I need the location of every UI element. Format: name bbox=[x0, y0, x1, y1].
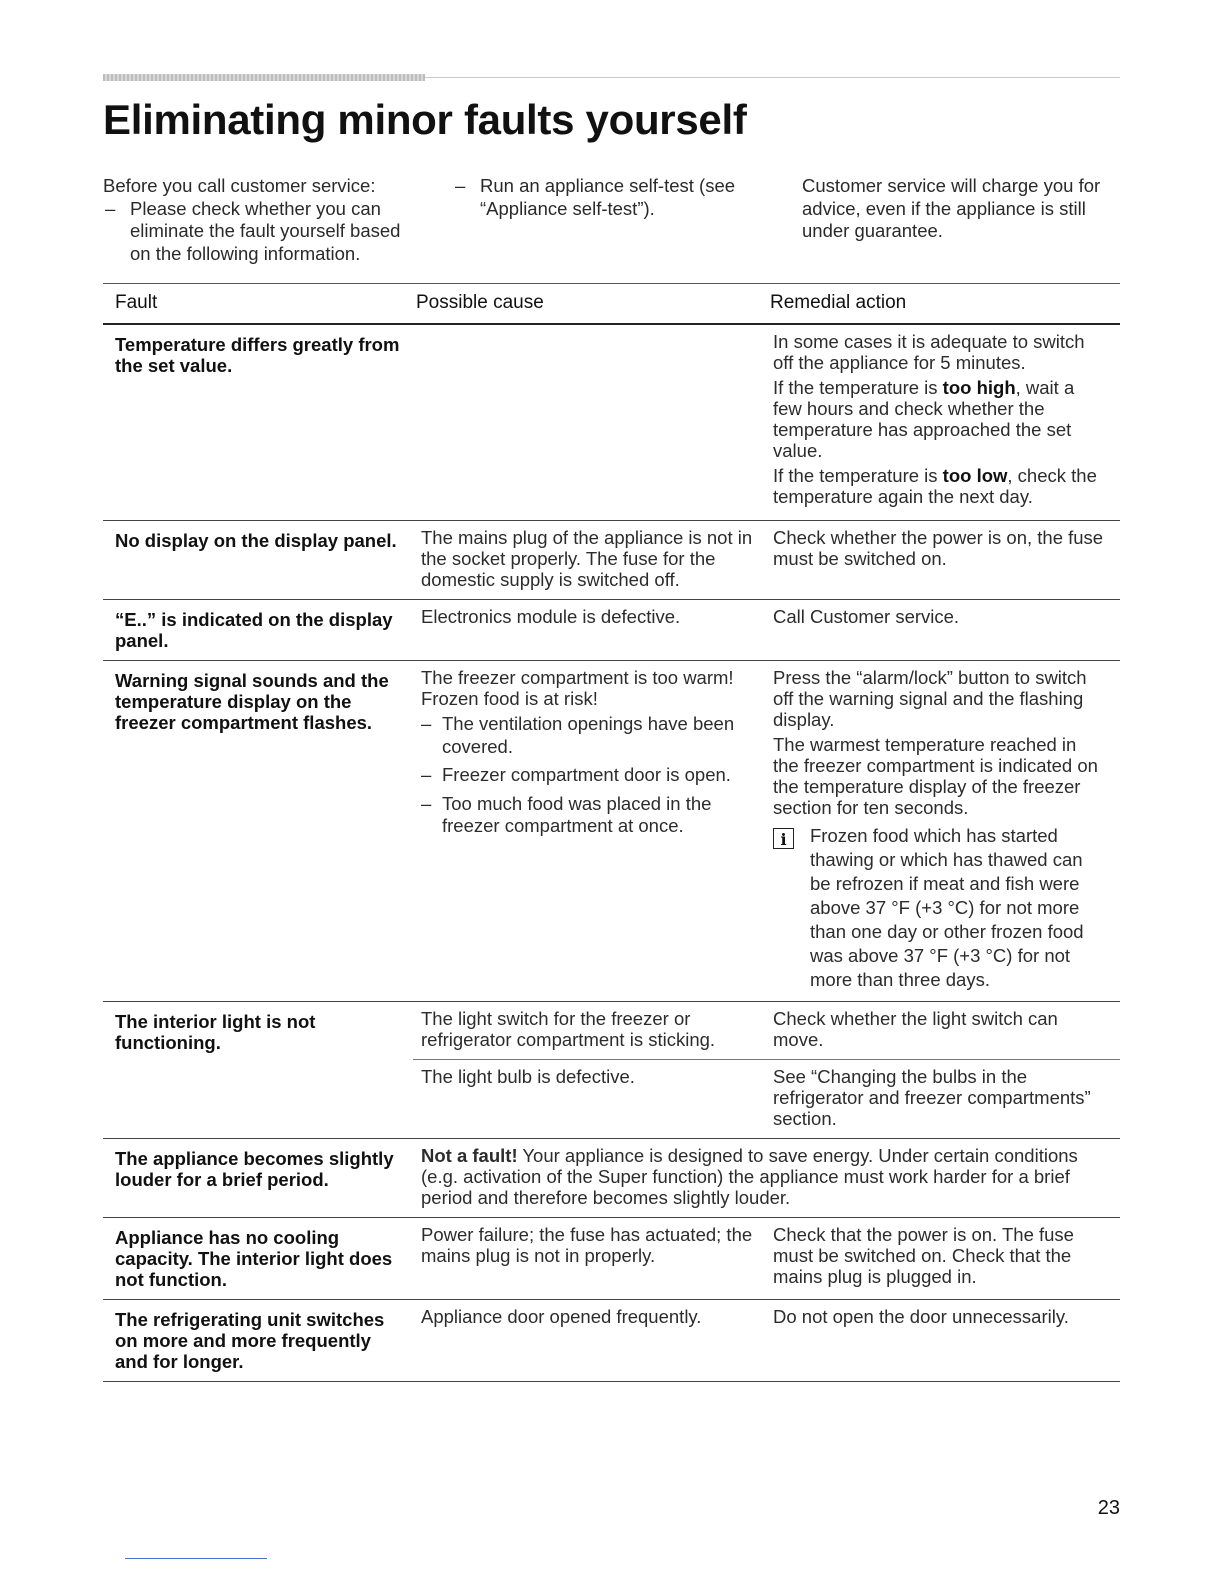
action-cell: Check whether the power is on, the fuse must be switched on. bbox=[765, 521, 1120, 600]
info-note-text: Frozen food which has started thawing or which has thawed can be refrozen if meat and fish were above 37 °F (+3 °C) for not more than one day or other frozen food was above 37 °F (+3 °C) for not more than three days. bbox=[810, 825, 1084, 990]
table-row bbox=[103, 1002, 1120, 1060]
text-span: If the temperature is bbox=[773, 377, 943, 398]
fault-table bbox=[103, 283, 1120, 1382]
cause-cell: The light bulb is defective. bbox=[413, 1060, 765, 1139]
action-cell: Do not open the door unnecessarily. bbox=[765, 1300, 1120, 1382]
intro-self-test-item: – Run an appliance self-test (see “Appliance self-test”). bbox=[453, 175, 773, 220]
not-a-fault-label: Not a fault! bbox=[421, 1145, 518, 1166]
fault-cell: The refrigerating unit switches on more and more frequently and for longer. bbox=[103, 1300, 413, 1382]
intro-check-item: – Please check whether you can eliminate the fault yourself based on the following information. bbox=[103, 198, 423, 266]
page-title: Eliminating minor faults yourself bbox=[103, 96, 747, 143]
text-span: , check the temperature again the next day. bbox=[773, 465, 1097, 507]
cause-cell: The mains plug of the appliance is not in the socket properly. The fuse for the domestic supply is switched off. bbox=[413, 521, 765, 600]
cause-cell: Appliance door opened frequently. bbox=[413, 1300, 765, 1382]
emphasis-too-high: too high bbox=[942, 377, 1016, 398]
table-row bbox=[103, 521, 1120, 600]
action-cell: Call Customer service. bbox=[765, 600, 1120, 661]
action-cell bbox=[765, 324, 1120, 521]
text-span: If the temperature is bbox=[773, 465, 943, 486]
header-fault: Fault bbox=[103, 284, 413, 325]
intro-column-1 bbox=[103, 175, 423, 265]
text-span: Your appliance is designed to save energy. Under certain conditions (e.g. activation of the Super function) the appliance must work harder for a brief period and therefore becomes slightly louder. bbox=[421, 1145, 1078, 1208]
table-header-row bbox=[103, 284, 1120, 325]
list-item: – Too much food was placed in the freezer compartment at once. bbox=[421, 793, 757, 838]
action-cell: Check whether the light switch can move. bbox=[773, 1008, 1058, 1050]
cause-cell bbox=[413, 324, 765, 521]
action-paragraph: In some cases it is adequate to switch off the appliance for 5 minutes. bbox=[773, 331, 1085, 373]
action-paragraph bbox=[773, 377, 1106, 461]
bottom-rule bbox=[125, 1558, 267, 1559]
action-paragraph: The warmest temperature reached in the freezer compartment is indicated on the temperature display of the freezer section for ten seconds. bbox=[773, 734, 1098, 818]
action-cell: See “Changing the bulbs in the refrigerator and freezer compartments” section. bbox=[765, 1060, 1120, 1139]
table-row bbox=[103, 661, 1120, 1002]
intro-lead: Before you call customer service: bbox=[103, 175, 376, 196]
header-possible-cause: Possible cause bbox=[413, 284, 765, 325]
emphasis-too-low: too low bbox=[942, 465, 1008, 486]
header-remedial-action: Remedial action bbox=[765, 284, 1120, 325]
info-icon: i bbox=[773, 828, 794, 849]
list-item: – The ventilation openings have been covered. bbox=[421, 713, 757, 758]
fault-cell: Appliance has no cooling capacity. The interior light does not function. bbox=[103, 1218, 413, 1300]
page-number: 23 bbox=[1097, 1497, 1120, 1519]
cause-cell: Electronics module is defective. bbox=[413, 600, 765, 661]
section-bar bbox=[103, 74, 425, 81]
action-cell: Check that the power is on. The fuse must be switched on. Check that the mains plug is plugged in. bbox=[765, 1218, 1120, 1300]
action-paragraph: Press the “alarm/lock” button to switch off the warning signal and the flashing display. bbox=[773, 667, 1087, 730]
fault-cell: Warning signal sounds and the temperature display on the freezer compartment flashes. bbox=[103, 661, 413, 1002]
cause-cell bbox=[413, 661, 765, 1002]
fault-cell: Temperature differs greatly from the set value. bbox=[103, 324, 413, 521]
table-row bbox=[103, 1218, 1120, 1300]
spanning-cell bbox=[413, 1139, 1120, 1218]
fault-cell: The interior light is not functioning. bbox=[103, 1002, 413, 1139]
intro-charge-note: Customer service will charge you for advice, even if the appliance is still under guarantee. bbox=[802, 175, 1101, 241]
table-row bbox=[103, 324, 1120, 521]
action-cell bbox=[765, 661, 1120, 1002]
info-note bbox=[773, 824, 1106, 992]
intro-column-3 bbox=[802, 175, 1120, 243]
table-row bbox=[103, 1139, 1120, 1218]
action-paragraph bbox=[773, 465, 1106, 507]
fault-cell: No display on the display panel. bbox=[103, 521, 413, 600]
fault-cell: The appliance becomes slightly louder for a brief period. bbox=[103, 1139, 413, 1218]
cause-list bbox=[421, 713, 757, 838]
cause-intro: The freezer compartment is too warm! Frozen food is at risk! bbox=[421, 667, 734, 709]
cause-cell: The light switch for the freezer or refrigerator compartment is sticking. bbox=[421, 1008, 716, 1050]
table-row bbox=[103, 1300, 1120, 1382]
list-item: – Freezer compartment door is open. bbox=[421, 764, 757, 787]
fault-cell: “E..” is indicated on the display panel. bbox=[103, 600, 413, 661]
intro-column-2 bbox=[453, 175, 773, 220]
cause-cell: Power failure; the fuse has actuated; the mains plug is not in properly. bbox=[413, 1218, 765, 1300]
table-row bbox=[103, 600, 1120, 661]
text-span: , wait a few hours and check whether the temperature has approached the set value. bbox=[773, 377, 1075, 461]
